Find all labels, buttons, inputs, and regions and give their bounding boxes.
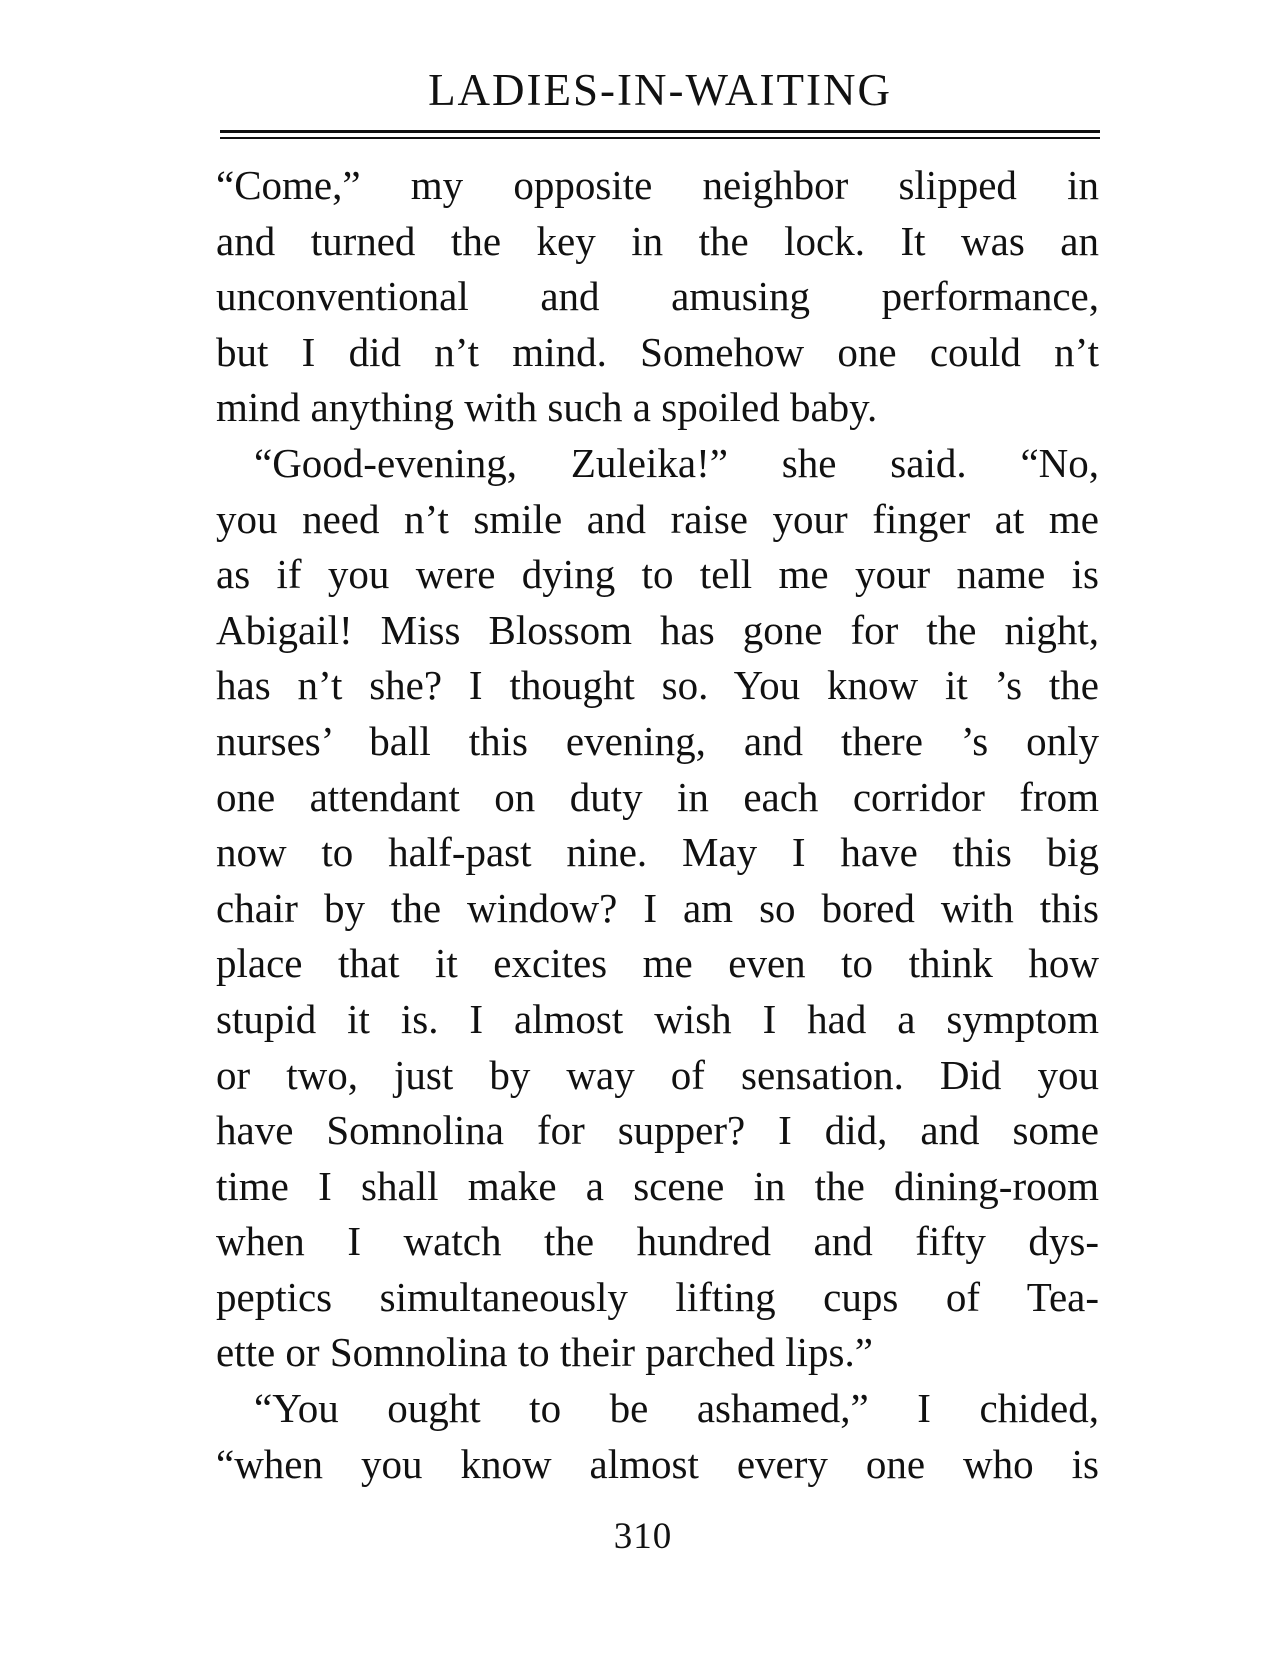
header-rule-thick [220,130,1100,133]
text-line: unconventional and amusing performance, [216,273,1099,320]
text-line: as if you were dying to tell me your name is [216,551,1099,598]
text-line: now to half-past nine. May I have this big [216,829,1099,876]
page-number: 310 [613,1516,673,1557]
header-rule-thin [220,137,1100,139]
text-line: nurses’ ball this evening, and there ’s only [216,717,1099,764]
text-line: peptics simultaneously lifting cups of Tea- [216,1273,1099,1320]
text-line: but I did n’t mind. Somehow one could n’t [216,328,1099,375]
text-line: or two, just by way of sensation. Did you [216,1051,1099,1098]
text-line: “You ought to be ashamed,” I chided, [254,1385,1099,1432]
body-text [216,158,1099,1492]
text-line: you need n’t smile and raise your finger at me [216,495,1099,542]
text-line: place that it excites me even to think how [216,940,1099,987]
text-line: ette or Somnolina to their parched lips.” [216,1329,873,1376]
text-line: “when you know almost every one who is [216,1440,1099,1487]
text-line: have Somnolina for supper? I did, and some [216,1107,1099,1154]
text-line: “Come,” my opposite neighbor slipped in [216,162,1099,208]
text-line: mind anything with such a spoiled baby. [216,384,878,431]
text-line: time I shall make a scene in the dining-room [216,1162,1099,1209]
text-line: and turned the key in the lock. It was an [216,217,1099,264]
text-line: “Good-evening, Zuleika!” she said. “No, [254,439,1099,486]
text-line: has n’t she? I thought so. You know it ’s the [216,662,1099,709]
text-line: when I watch the hundred and fifty dys- [216,1218,1099,1265]
running-head: LADIES-IN-WAITING [428,65,892,115]
text-line: stupid it is. I almost wish I had a symptom [216,995,1099,1042]
text-line: chair by the window? I am so bored with this [216,884,1099,931]
text-line: one attendant on duty in each corridor from [216,773,1099,820]
text-line: Abigail! Miss Blossom has gone for the night, [216,606,1099,653]
